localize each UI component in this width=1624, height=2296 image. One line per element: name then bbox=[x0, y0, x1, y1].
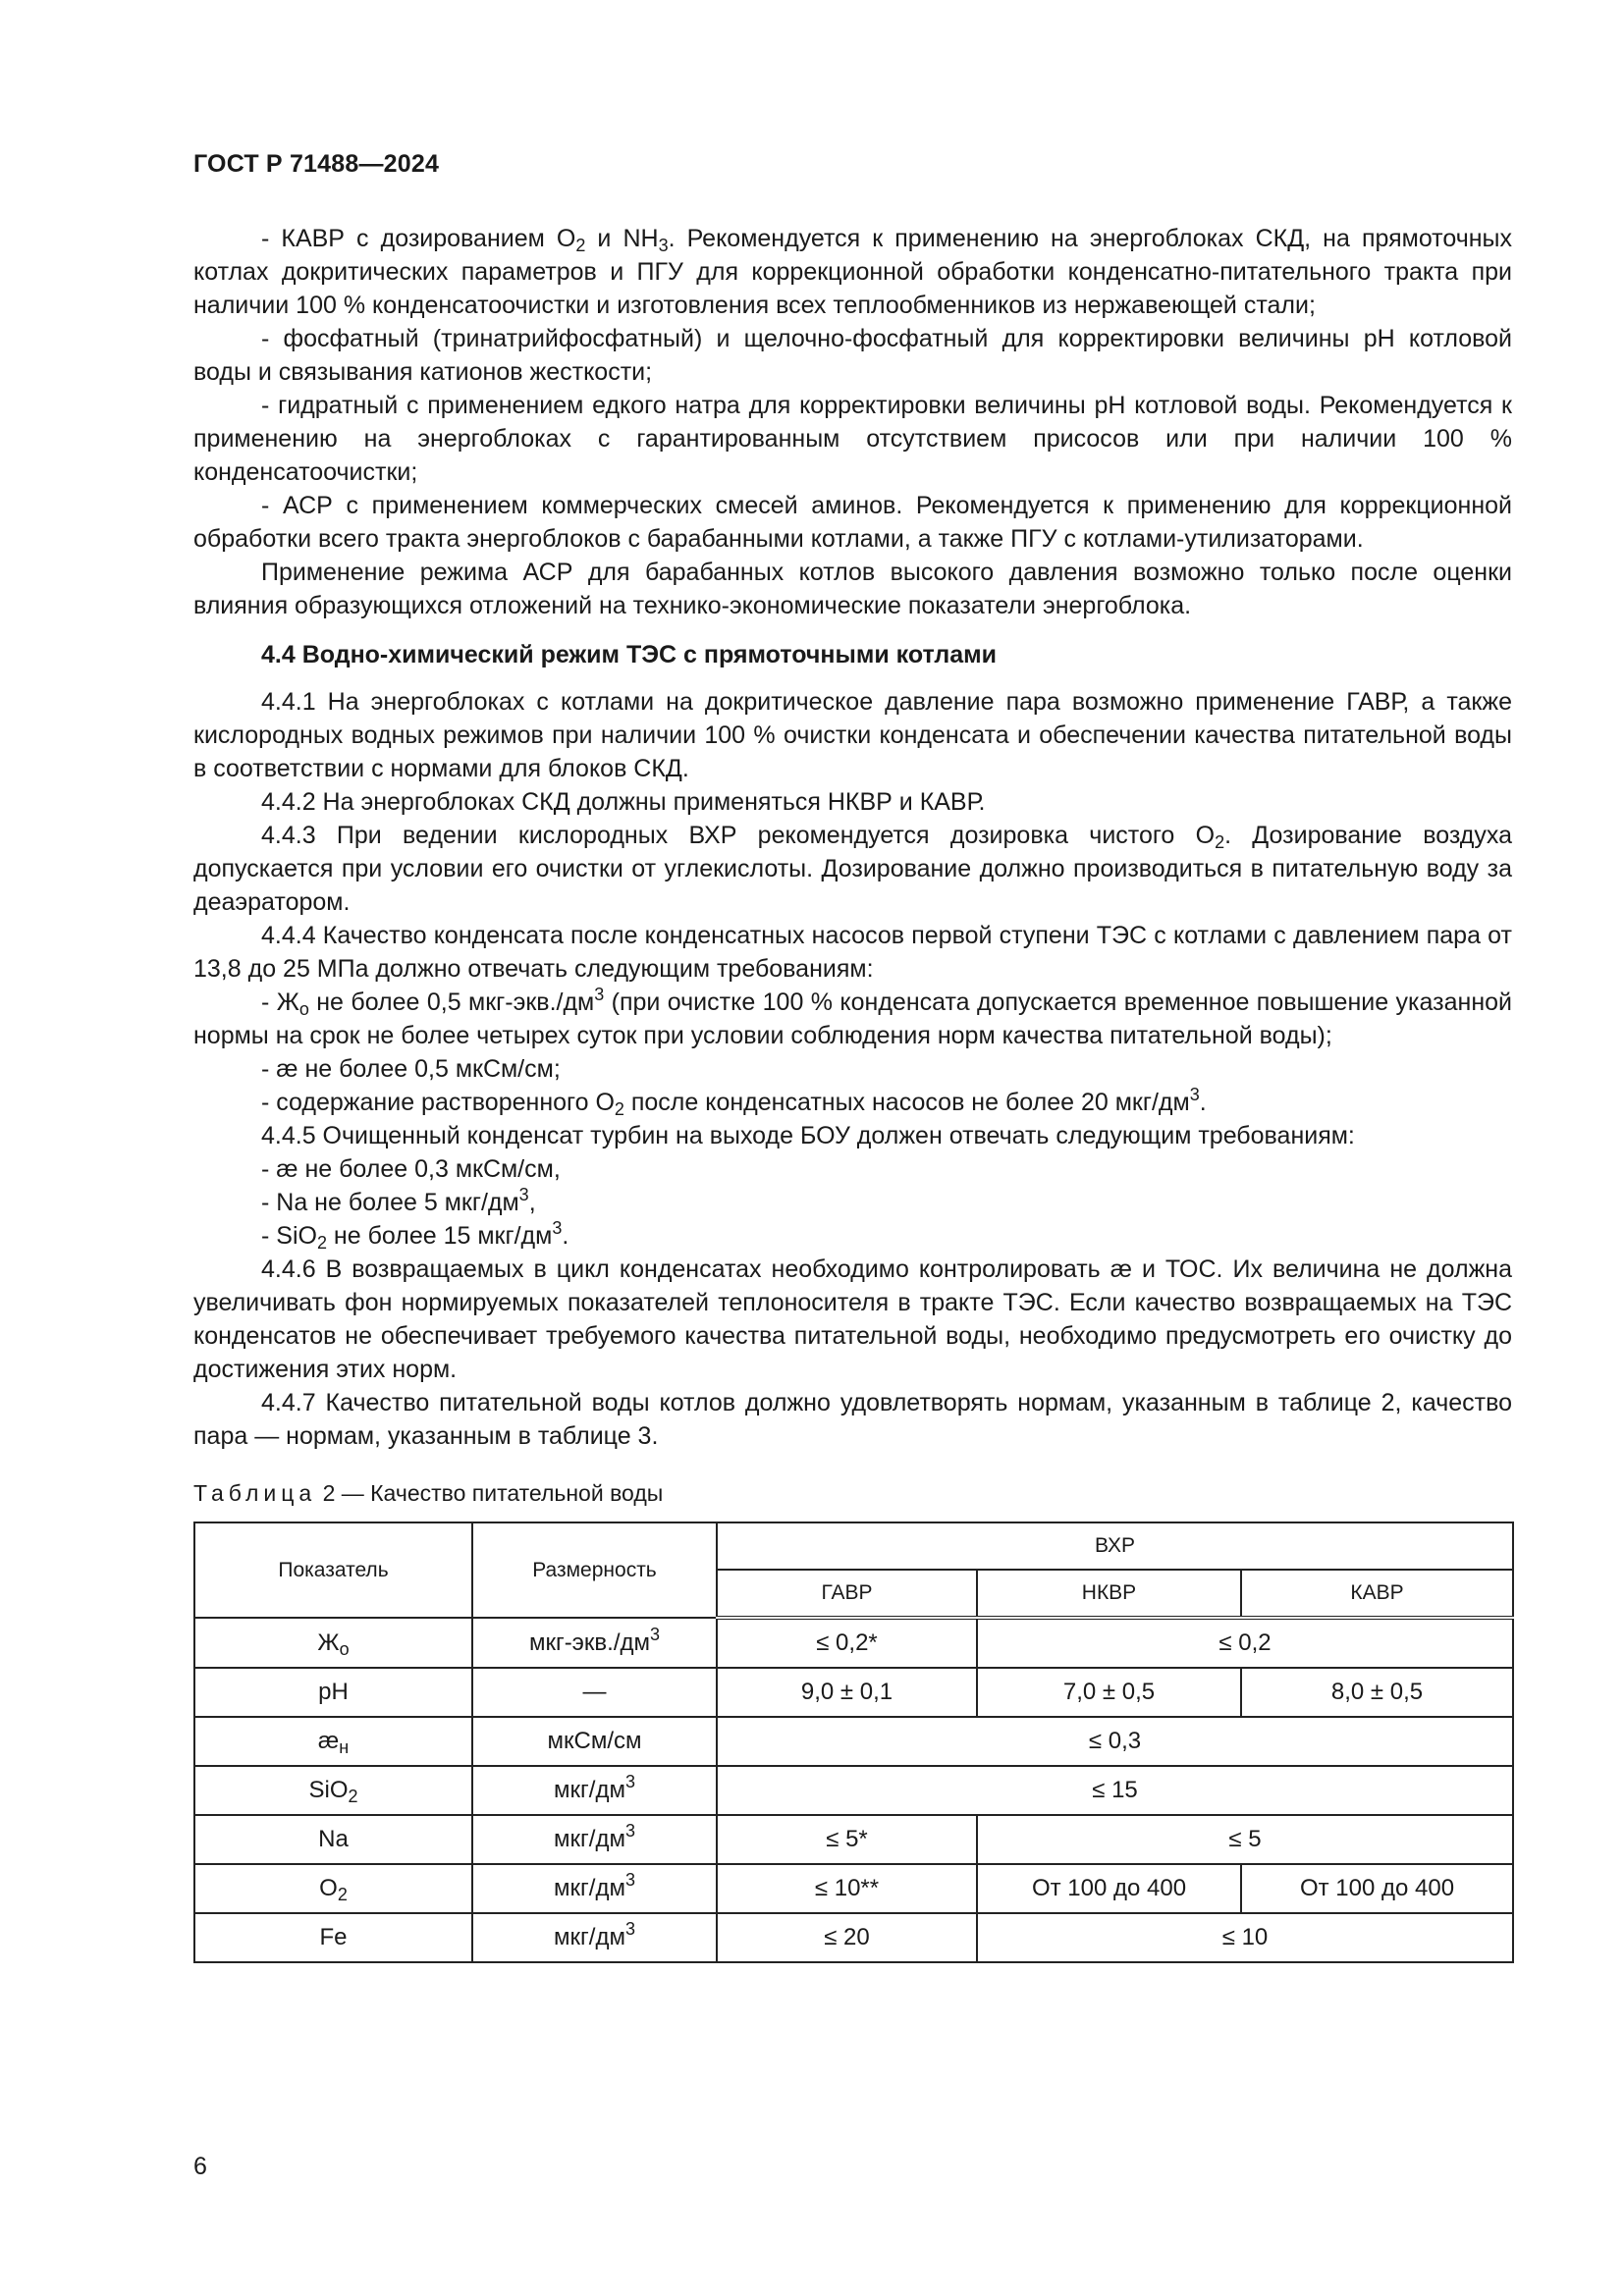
table-row: SiO$_2$ мкг/$дм^3$ ≤ 15 bbox=[194, 1766, 1513, 1815]
header-vkhr: ВХР bbox=[717, 1522, 1513, 1570]
table-row: $O_2$ мкг/$дм^3$ ≤ 10** От 100 до 400 От 100 до 400 bbox=[194, 1864, 1513, 1913]
list-item-silica: - SiO$_2$ не более 15 мкг/$дм^3$. bbox=[261, 1218, 569, 1253]
header-indicator: Показатель bbox=[194, 1522, 472, 1618]
paragraph-kavr: - КАВР с дозированием $O_2$ и $NH_3$. Рекомендуется к применению на энергоблоках СКД, на прямоточных котлах докритических параметров и ПГУ для коррекционной обработки конденсатно-питательного тракта при наличии 100 % конденсатоочистки и изготовления всех теплообменников из нержавеющей стали; bbox=[193, 225, 1513, 319]
paragraph-4-4-2: 4.4.2 На энергоблоках СКД должны применяться НКВР и КАВР. bbox=[261, 788, 986, 816]
page-body bbox=[193, 222, 1512, 1963]
section-title: 4.4 Водно-химический режим ТЭС с прямоточными котлами bbox=[261, 641, 998, 668]
list-item-oxygen: - содержание растворенного $O_2$ после конденсатных насосов не более 20 мкг/$дм^3$. bbox=[261, 1085, 1207, 1119]
paragraph-phosphate: - фосфатный (тринатрийфосфатный) и щелочно-фосфатный для корректировки величины pH котловой воды и связывания катионов жесткости; bbox=[193, 325, 1512, 386]
list-item-sodium: - Na не более 5 мкг/$дм^3$, bbox=[261, 1185, 536, 1216]
paragraph-4-4-3: 4.4.3 При ведении кислородных ВХР рекомендуется дозировка чистого $O_2$. Дозирование воздуха допускается при условии его очистки от углекислоты. Дозирование должно производиться в питательную воду за деаэратором. bbox=[193, 822, 1512, 916]
header-unit: Размерность bbox=[472, 1522, 717, 1618]
table-row: Fe мкг/$дм^3$ ≤ 20 ≤ 10 bbox=[194, 1913, 1513, 1962]
table-caption: Таблица 2 — Качество питательной воды bbox=[193, 1480, 664, 1506]
header-gavr: ГАВР bbox=[717, 1570, 977, 1618]
table-row: Na мкг/$дм^3$ ≤ 5* ≤ 5 bbox=[194, 1815, 1513, 1864]
table-row: $Ж_о$ мкг-$экв./дм^3$ ≤ 0,2* ≤ 0,2 bbox=[194, 1618, 1513, 1668]
paragraph-4-4-4: 4.4.4 Качество конденсата после конденсатных насосов первой ступени ТЭС с котлами с давлением пара от 13,8 до 25 МПа должно отвечать следующим требованиям: bbox=[193, 922, 1512, 983]
paragraph-4-4-7: 4.4.7 Качество питательной воды котлов должно удовлетворять нормам, указанным в таблице 2, качество пара — нормам, указанным в таблице 3. bbox=[193, 1389, 1512, 1450]
header-kavr: КАВР bbox=[1241, 1570, 1513, 1618]
feedwater-quality-table bbox=[193, 1522, 1514, 1963]
paragraph-4-4-5: 4.4.5 Очищенный конденсат турбин на выходе БОУ должен отвечать следующим требованиям: bbox=[261, 1122, 1355, 1149]
paragraph-4-4-1: 4.4.1 На энергоблоках с котлами на докритическое давление пара возможно применение ГАВР, а также кислородных водных режимов при наличии 100 % очистки конденсата и обеспечении качества питательной воды в соответствии с нормами для блоков СКД. bbox=[193, 688, 1512, 782]
table-row: $æ_н$ мкСм/см ≤ 0,3 bbox=[194, 1717, 1513, 1766]
header-nkvr: НКВР bbox=[977, 1570, 1241, 1618]
table-row: pH — 9,0 ± 0,1 7,0 ± 0,5 8,0 ± 0,5 bbox=[194, 1668, 1513, 1717]
paragraph-hydrate: - гидратный с применением едкого натра для корректировки величины pH котловой воды. Рекомендуется к применению на энергоблоках с гарантированным отсутствием присосов или при наличии 100 % конденсатоочистки; bbox=[193, 392, 1512, 486]
list-item-conductivity: - æ не более 0,5 мкСм/см; bbox=[261, 1055, 561, 1083]
list-item-hardness: - $Ж_о$ не более 0,5 мкг-$экв./дм^3$ (при очистке 100 % конденсата допускается временное повышение указанной нормы на срок не более четырех суток при условии соблюдения норм качества питательной воды); bbox=[193, 985, 1512, 1049]
paragraph-asr: - АСР с применением коммерческих смесей аминов. Рекомендуется к применению для коррекционной обработки всего тракта энергоблоков с барабанными котлами, а также ПГУ с котлами-утилизаторами. bbox=[193, 492, 1512, 553]
paragraph-4-4-6: 4.4.6 В возвращаемых в цикл конденсатах необходимо контролировать æ и ТОС. Их величина не должна увеличивать фон нормируемых показателей теплоносителя в тракте ТЭС. Если качество возвращаемых на ТЭС конденсатов не обеспечивает требуемого качества питательной воды, необходимо предусмотреть его очистку до достижения этих норм. bbox=[193, 1255, 1512, 1383]
list-item-conductivity-bou: - æ не более 0,3 мкСм/см, bbox=[261, 1155, 561, 1183]
document-header: ГОСТ Р 71488—2024 bbox=[193, 150, 440, 178]
page-number: 6 bbox=[193, 2153, 207, 2180]
paragraph-asr-note: Применение режима АСР для барабанных котлов высокого давления возможно только после оценки влияния образующихся отложений на технико-экономические показатели энергоблока. bbox=[193, 559, 1512, 619]
